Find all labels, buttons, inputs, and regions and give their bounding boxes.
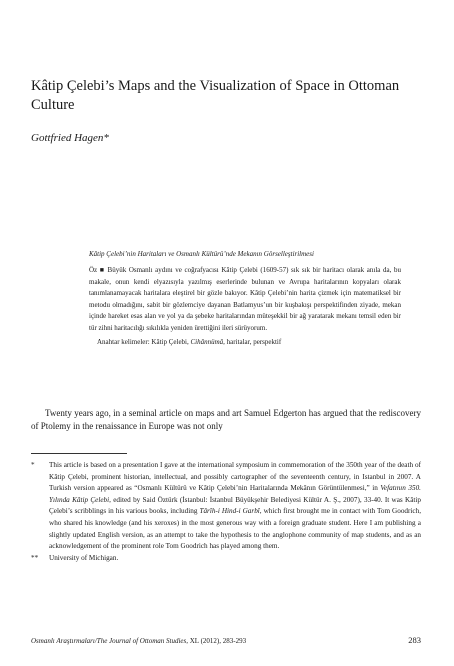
footer-journal: Osmanlı Araştırmaları/The Journal of Ottoman Studies: [31, 637, 187, 645]
footnote-1-part1: This article is based on a presentation I gave at the international symposium in commemoration of the 350th year of the death of Kâtip Çelebi, prominent historian, intellectual, and possibly cartographer of the seventeenth century, in Istanbul in 2007. A Turkish version appeared as “Osmanlı Kültürü ve Kâtip Çelebi’nin Haritalarında Mekânın Görüntülenmesi,” in: [49, 461, 421, 493]
footnote-1-part3: , which first brought me in contact with Tom Goodrich, who shared his knowledge (and his xeroxes) in the most generous way with a foreign graduate student. Here I am publishing a slightly updated English version, as an attempt to take the hypothesis to the anglophone community of map students, and as an acknowledgement of the prominent role Tom Goodrich has played among them.: [49, 507, 421, 551]
keywords-prefix: Anahtar kelimeler: Kâtip Çelebi,: [97, 337, 191, 346]
article-title: Kâtip Çelebi’s Maps and the Visualization of Space in Ottoman Culture: [31, 78, 400, 113]
footnote-1: [31, 460, 421, 553]
page-number: 283: [408, 635, 421, 645]
footnote-1-mark: *: [31, 461, 35, 469]
footer-citation: [31, 637, 246, 645]
body-paragraph: Twenty years ago, in a seminal article on maps and art Samuel Edgerton has argued that the rediscovery of Ptolemy in the renaissance in Europe was not only: [31, 408, 421, 431]
abstract-title: Kâtip Çelebi’nin Haritaları ve Osmanlı Kültürü’nde Mekanın Görselleştirilmesi: [89, 250, 314, 258]
footnote-2: [31, 553, 421, 565]
footnote-rule: [31, 453, 127, 454]
abstract-body: Öz ■ Büyük Osmanlı aydını ve coğrafyacısı Kâtip Çelebi (1609-57) sık sık bir haritacı olarak anıla da, bu makale, onun kendi elyazısıyla yazılmış eserlerinde bulunan ve Avrupa haritalarının kopyaları olarak tanımlanamayacak haritalara eleştirel bir gözle bakıyor. Kâtip Çelebi’nin harita çizmek için matematiksel bir metodu olmadığını, sabit bir gözlemciye dayanan Batlamyus’un bir kuşbakışı perspektifinden ziyade, mekan içinde hareket esas alan ve yol ya da şebeke haritalarından müteşekkil bir ağ yaratarak mekanı temsil eden bir tür zihni haritacılığı sıkılıkla yeniden ürettiğini ileri sürüyorum.: [89, 266, 401, 332]
footnote-2-text: University of Michigan.: [49, 553, 119, 562]
footnote-1-part2: , edited by Said Öztürk (İstanbul: İstanbul Büyükşehir Belediyesi Kültür A. Ş., 2007), 33-40. It was Kâtip Çelebi’s scribblings in his various books, including: [49, 495, 421, 516]
abstract-keywords: [97, 337, 401, 349]
footer-citation-details: , XL (2012), 283-293: [186, 637, 247, 645]
keywords-suffix: , haritalar, perspektif: [223, 337, 282, 346]
footnote-1-italic2: Târîh-i Hind-i Garbî: [199, 507, 260, 516]
page-footer: [31, 635, 421, 645]
footnote-1-italic1: Vefatının 350. Yılında Kâtip Çelebi: [49, 484, 421, 504]
footnote-2-mark: **: [31, 553, 39, 562]
article-author: Gottfried Hagen*: [31, 132, 109, 144]
keywords-italic: Cihânnümâ: [190, 337, 224, 346]
turkish-abstract: [89, 250, 401, 348]
footnotes: [31, 460, 421, 564]
